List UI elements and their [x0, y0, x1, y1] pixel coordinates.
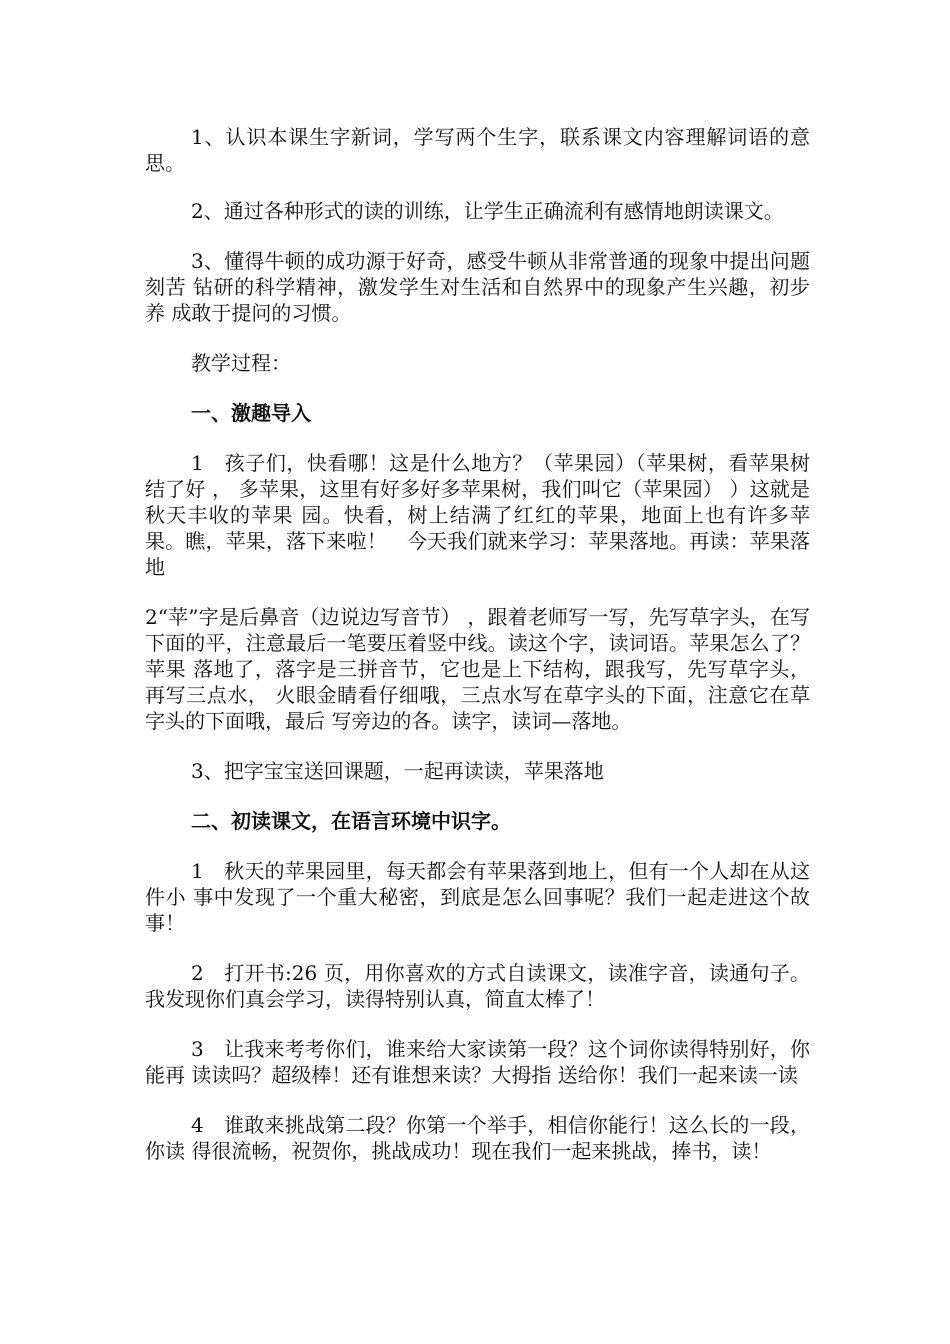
section1-item-2: 2“苹”字是后鼻音（边说边写音节） ，跟着老师写一写，先写草字头，在写 下面的平，注意最后一笔要压着竖中线。读这个字，读词语。苹果怎么了？苹果 落地了，落字是三拼音节，它也是上下结构，跟我写，先写草字头，再写三点水， 火眼金睛看仔细哦，三点水写在草字头的下面，注意它在草字头的下面哦，最后 写旁边的各。读字，读词—落地。: [145, 605, 810, 733]
section1-item-3: 3、把字宝宝送回课题，一起再读读，苹果落地: [191, 759, 604, 783]
section1-heading: 一、激趣导入: [191, 401, 311, 425]
objective-2: 2、通过各种形式的读的训练，让学生正确流利有感情地朗读课文。: [191, 199, 784, 223]
section1-item-1: 1 孩子们，快看哪！这是什么地方？（苹果园）（苹果树，看苹果树结了好 ， 多苹果，这里有好多好多苹果树，我们叫它（苹果园） ）这就是秋天丰收的苹果 园。快看，树上结满了红红的苹果，地面上也有许多苹果。瞧，苹果，落下来啦！ 今天我们就来学习：苹果落地。再读：苹果落地: [145, 451, 810, 579]
section2-heading: 二、初读课文，在语言环境中识字。: [191, 809, 511, 833]
document-page: [145, 124, 810, 1188]
section2-item-3: 3 让我来考考你们，谁来给大家读第一段？这个词你读得特别好，你能再 读读吗？超级棒！还有谁想来读？大拇指 送给你！我们一起来读一读: [145, 1037, 810, 1087]
objective-1: 1、认识本课生字新词，学写两个生字，联系课文内容理解词语的意思。: [145, 125, 810, 175]
objective-3: 3、懂得牛顿的成功源于好奇，感受牛顿从非常普通的现象中提出问题刻苦 钻研的科学精神，激发学生对生活和自然界中的现象产生兴趣，初步养 成敢于提问的习惯。: [145, 249, 810, 325]
section2-item-1: 1 秋天的苹果园里，每天都会有苹果落到地上，但有一个人却在从这件小 事中发现了一个重大秘密，到底是怎么回事呢？我们一起走进这个故事！: [145, 859, 810, 935]
process-heading: 教学过程：: [191, 351, 291, 375]
section2-item-4: 4 谁敢来挑战第二段？你第一个举手，相信你能行！这么长的一段，你读 得很流畅，祝贺你，挑战成功！现在我们一起来挑战，捧书，读！: [145, 1113, 810, 1163]
section2-item-2: 2 打开书:26 页，用你喜欢的方式自读课文，读准字音，读通句子。 我发现你们真会学习，读得特别认真，简直太棒了！: [145, 961, 810, 1011]
